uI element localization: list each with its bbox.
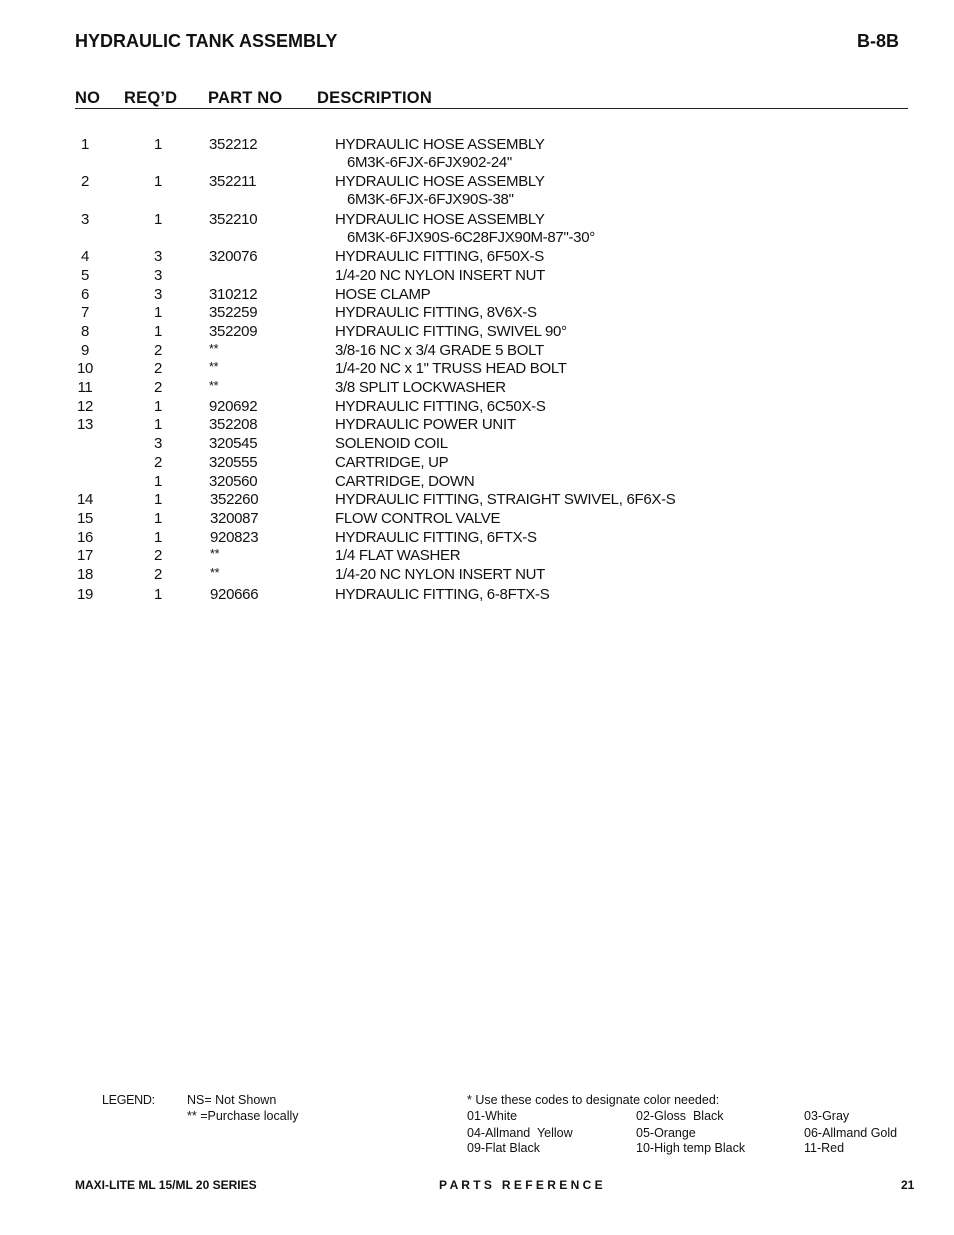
row-description: HYDRAULIC FITTING, 8V6X-S: [335, 304, 537, 321]
row-reqd: 3: [153, 286, 163, 303]
row-reqd: 1: [153, 510, 163, 527]
color-code: 02-Gloss Black: [636, 1109, 724, 1123]
row-reqd: 1: [153, 136, 163, 153]
footer-section: P A R T S R E F E R E N C E: [439, 1178, 603, 1192]
row-part-no: 320560: [209, 473, 258, 490]
row-reqd: 1: [153, 491, 163, 508]
color-code: 09-Flat Black: [467, 1141, 540, 1155]
column-header-no: NO: [75, 89, 101, 107]
row-no: 14: [76, 491, 94, 508]
row-no: 10: [76, 360, 94, 377]
row-no: 4: [80, 248, 90, 265]
row-description: HYDRAULIC HOSE ASSEMBLY: [335, 211, 545, 228]
row-part-no: 352211: [209, 173, 257, 190]
page-number: 21: [901, 1178, 915, 1192]
row-no: 17: [76, 547, 94, 564]
row-part-no: 920666: [210, 586, 259, 603]
row-reqd: 2: [153, 360, 163, 377]
row-part-no: 320545: [209, 435, 258, 452]
row-no: 9: [80, 342, 90, 359]
row-part-no: **: [210, 566, 220, 580]
row-part-no: **: [210, 547, 220, 561]
column-header-reqd: REQ’D: [124, 89, 178, 107]
row-part-no: 352208: [209, 416, 258, 433]
row-part-no: 352210: [209, 211, 258, 228]
row-description: 3/8 SPLIT LOCKWASHER: [335, 379, 506, 396]
color-code: 01-White: [467, 1109, 518, 1123]
row-reqd: 1: [153, 323, 163, 340]
footer-series: MAXI-LITE ML 15/ML 20 SERIES: [75, 1178, 257, 1192]
legend-color-note: * Use these codes to designate color needed:: [467, 1093, 720, 1107]
color-code: 05-Orange: [636, 1126, 696, 1140]
row-reqd: 2: [153, 454, 163, 471]
legend-label: LEGEND:: [102, 1093, 155, 1107]
row-description: HYDRAULIC FITTING, 6FTX-S: [335, 529, 537, 546]
row-part-no: 320087: [210, 510, 259, 527]
row-reqd: 1: [153, 529, 163, 546]
row-description: HYDRAULIC FITTING, SWIVEL 90°: [335, 323, 567, 340]
row-part-no: 352259: [209, 304, 258, 321]
row-reqd: 1: [153, 473, 163, 490]
row-description: 3/8-16 NC x 3/4 GRADE 5 BOLT: [335, 342, 544, 359]
color-code: 04-Allmand Yellow: [467, 1126, 573, 1140]
row-description: HYDRAULIC HOSE ASSEMBLY: [335, 173, 545, 190]
row-reqd: 2: [153, 566, 163, 583]
row-reqd: 3: [153, 267, 163, 284]
row-description: HYDRAULIC HOSE ASSEMBLY: [335, 136, 545, 153]
row-description: 1/4-20 NC NYLON INSERT NUT: [335, 267, 546, 284]
row-reqd: 2: [153, 342, 163, 359]
row-no: 6: [80, 286, 90, 303]
page-title: HYDRAULIC TANK ASSEMBLY: [75, 31, 338, 51]
row-part-no: 352209: [209, 323, 258, 340]
row-no: 13: [76, 416, 94, 433]
row-part-no: **: [209, 360, 219, 374]
page-code: B-8B: [857, 31, 900, 51]
row-reqd: 1: [153, 304, 163, 321]
row-part-no: 320076: [209, 248, 258, 265]
row-reqd: 1: [153, 211, 163, 228]
legend-not-shown: NS= Not Shown: [187, 1093, 277, 1107]
row-reqd: 1: [153, 416, 163, 433]
row-description: HYDRAULIC FITTING, 6F50X-S: [335, 248, 544, 265]
row-no: 8: [80, 323, 90, 340]
row-part-no: 920692: [209, 398, 258, 415]
row-reqd: 1: [153, 586, 163, 603]
color-code: 10-High temp Black: [636, 1141, 746, 1155]
row-no: 1: [80, 136, 90, 153]
row-part-no: 352260: [210, 491, 259, 508]
row-reqd: 2: [153, 379, 163, 396]
row-description: CARTRIDGE, DOWN: [335, 473, 475, 490]
row-no: 3: [80, 211, 90, 228]
row-part-no: 310212: [209, 286, 258, 303]
row-description: FLOW CONTROL VALVE: [335, 510, 501, 527]
color-code: 11-Red: [804, 1141, 845, 1155]
row-description: 1/4-20 NC x 1" TRUSS HEAD BOLT: [335, 360, 567, 377]
legend-purchase-locally: ** =Purchase locally: [187, 1109, 299, 1123]
color-code: 06-Allmand Gold: [804, 1126, 898, 1140]
column-header-description: DESCRIPTION: [317, 89, 432, 107]
row-part-no: 320555: [209, 454, 258, 471]
row-no: 15: [76, 510, 94, 527]
row-description: CARTRIDGE, UP: [335, 454, 449, 471]
row-part-no: 352212: [209, 136, 258, 153]
row-description-detail: 6M3K-6FJX-6FJX90S-38": [347, 191, 514, 208]
header-rule: [75, 108, 908, 109]
row-no: 18: [76, 566, 94, 583]
row-reqd: 1: [153, 398, 163, 415]
row-no: 2: [80, 173, 90, 190]
row-no: 11: [77, 379, 93, 396]
row-reqd: 3: [153, 248, 163, 265]
column-header-part-no: PART NO: [208, 89, 283, 107]
row-description: SOLENOID COIL: [335, 435, 448, 452]
row-description: HYDRAULIC FITTING, 6C50X-S: [335, 398, 546, 415]
row-no: 12: [76, 398, 94, 415]
row-reqd: 2: [153, 547, 163, 564]
row-no: 5: [80, 267, 90, 284]
row-description: HYDRAULIC FITTING, 6-8FTX-S: [335, 586, 550, 603]
row-description: 1/4 FLAT WASHER: [335, 547, 461, 564]
row-description: HYDRAULIC POWER UNIT: [335, 416, 516, 433]
row-no: 19: [76, 586, 94, 603]
row-no: 7: [80, 304, 90, 321]
row-reqd: 3: [153, 435, 163, 452]
row-description: 1/4-20 NC NYLON INSERT NUT: [335, 566, 546, 583]
row-part-no: 920823: [210, 529, 259, 546]
row-no: 16: [76, 529, 94, 546]
row-reqd: 1: [153, 173, 163, 190]
row-description: HOSE CLAMP: [335, 286, 431, 303]
row-part-no: **: [209, 379, 219, 393]
row-description-detail: 6M3K-6FJX-6FJX902-24": [347, 154, 512, 171]
row-description-detail: 6M3K-6FJX90S-6C28FJX90M-87"-30°: [347, 229, 595, 246]
row-description: HYDRAULIC FITTING, STRAIGHT SWIVEL, 6F6X-S: [335, 491, 676, 508]
row-part-no: **: [209, 342, 219, 356]
color-code: 03-Gray: [804, 1109, 850, 1123]
